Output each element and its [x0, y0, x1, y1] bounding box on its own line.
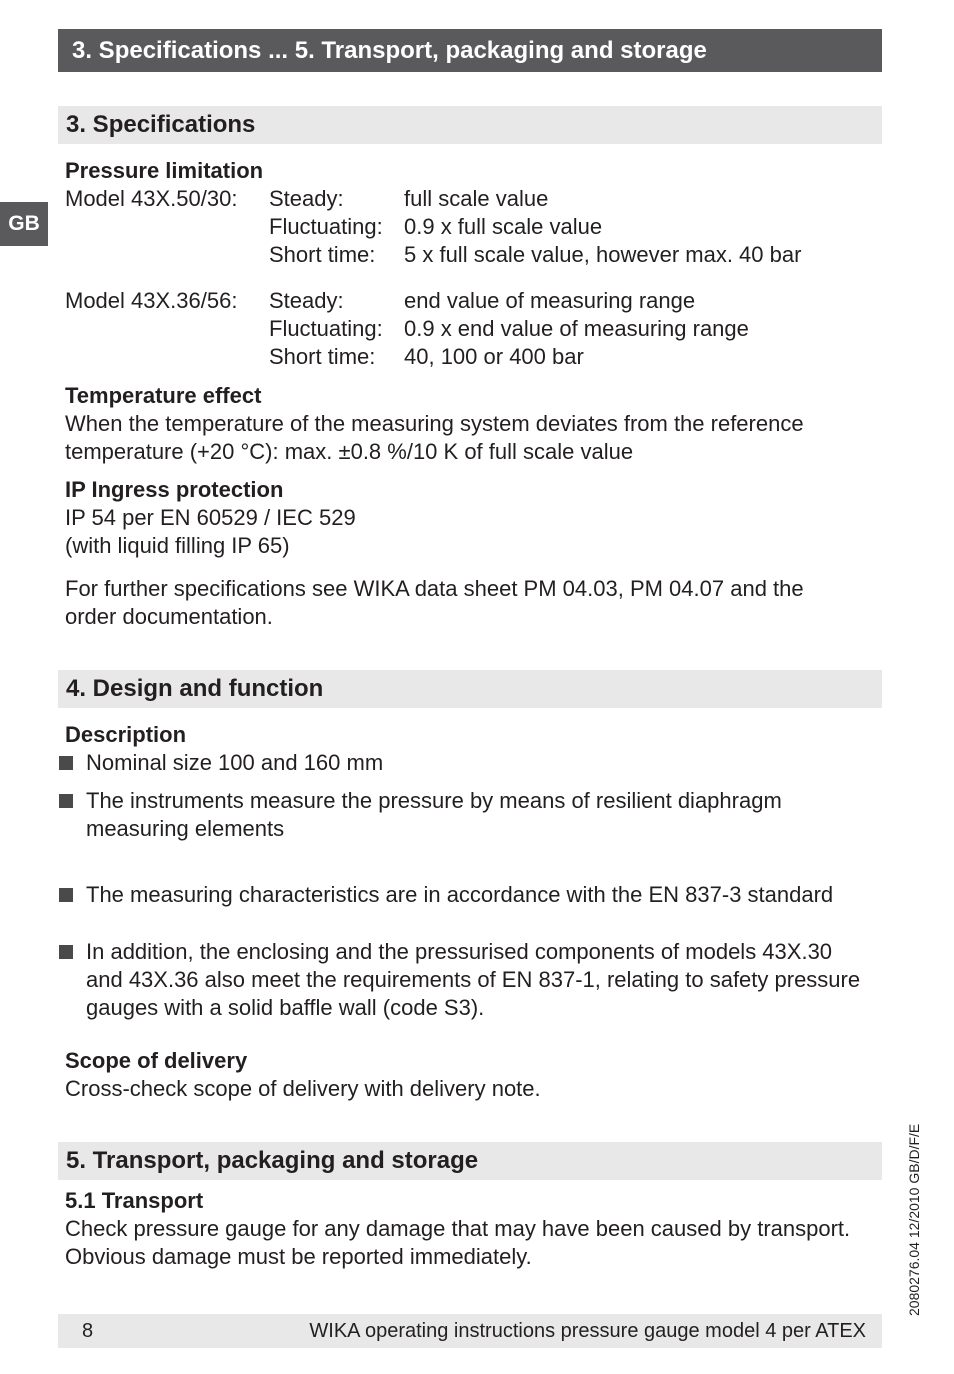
paragraph-line: For further specifications see WIKA data sheet PM 04.03, PM 04.07 and the: [65, 576, 804, 601]
page-footer: [58, 1314, 882, 1348]
section-title: 3. Specifications: [66, 111, 256, 138]
subheading-scope-of-delivery: Scope of delivery: [65, 1048, 248, 1073]
paragraph-line: IP 54 per EN 60529 / IEC 529: [65, 505, 356, 530]
paragraph-line: When the temperature of the measuring system deviates from the reference: [65, 411, 804, 436]
section-heading-specifications: [58, 106, 882, 144]
row-value: full scale value: [404, 186, 549, 211]
page-number: 8: [82, 1320, 94, 1342]
paragraph-line: temperature (+20 °C): max. ±0.8 %/10 K of full scale value: [65, 439, 634, 464]
paragraph-line: (with liquid filling IP 65): [65, 533, 290, 558]
section-title: 5. Transport, packaging and storage: [66, 1147, 479, 1174]
page-header-bar: [58, 29, 882, 72]
row-label: Short time:: [269, 242, 376, 267]
language-tab: GB: [0, 202, 48, 246]
document-code: 2080276.04 12/2010 GB/D/F/E: [906, 1123, 922, 1316]
section-heading-design: [58, 670, 882, 708]
paragraph-line: Cross-check scope of delivery with delivery note.: [65, 1076, 541, 1101]
bullet-square-icon: [59, 756, 73, 770]
row-label: Short time:: [269, 344, 376, 369]
bullet-square-icon: [59, 888, 73, 902]
paragraph-line: Obvious damage must be reported immediately.: [65, 1244, 532, 1269]
row-value: 0.9 x full scale value: [404, 214, 603, 239]
subheading-pressure-limitation: Pressure limitation: [65, 158, 264, 183]
subheading-transport: 5.1 Transport: [65, 1188, 204, 1213]
bullet-square-icon: [59, 794, 73, 808]
row-value: 40, 100 or 400 bar: [404, 344, 584, 369]
list-item: and 43X.36 also meet the requirements of EN 837-1, relating to safety pressure: [86, 967, 861, 992]
model-name: Model 43X.36/56:: [65, 288, 238, 313]
paragraph-line: order documentation.: [65, 604, 273, 629]
page-header-title: 3. Specifications ... 5. Transport, packaging and storage: [72, 37, 707, 64]
row-label: Fluctuating:: [269, 316, 383, 341]
subheading-ip-protection: IP Ingress protection: [65, 477, 284, 502]
row-label: Steady:: [269, 186, 344, 211]
list-item: The instruments measure the pressure by means of resilient diaphragm: [86, 788, 782, 813]
subheading-temperature-effect: Temperature effect: [65, 383, 262, 408]
paragraph-line: Check pressure gauge for any damage that may have been caused by transport.: [65, 1216, 851, 1241]
row-value: 0.9 x end value of measuring range: [404, 316, 749, 341]
bullet-square-icon: [59, 945, 73, 959]
list-item: Nominal size 100 and 160 mm: [86, 750, 384, 775]
list-item: In addition, the enclosing and the pressurised components of models 43X.30: [86, 939, 833, 964]
row-value: end value of measuring range: [404, 288, 696, 313]
row-label: Fluctuating:: [269, 214, 383, 239]
list-item: The measuring characteristics are in accordance with the EN 837-3 standard: [86, 882, 834, 907]
section-title: 4. Design and function: [66, 675, 324, 702]
row-label: Steady:: [269, 288, 344, 313]
list-item: gauges with a solid baffle wall (code S3).: [86, 995, 485, 1020]
row-value: 5 x full scale value, however max. 40 bar: [404, 242, 802, 267]
list-item: measuring elements: [86, 816, 285, 841]
model-name: Model 43X.50/30:: [65, 186, 238, 211]
section-heading-transport: [58, 1142, 882, 1180]
footer-title: WIKA operating instructions pressure gauge model 4 per ATEX: [309, 1320, 866, 1342]
subheading-description: Description: [65, 722, 187, 747]
